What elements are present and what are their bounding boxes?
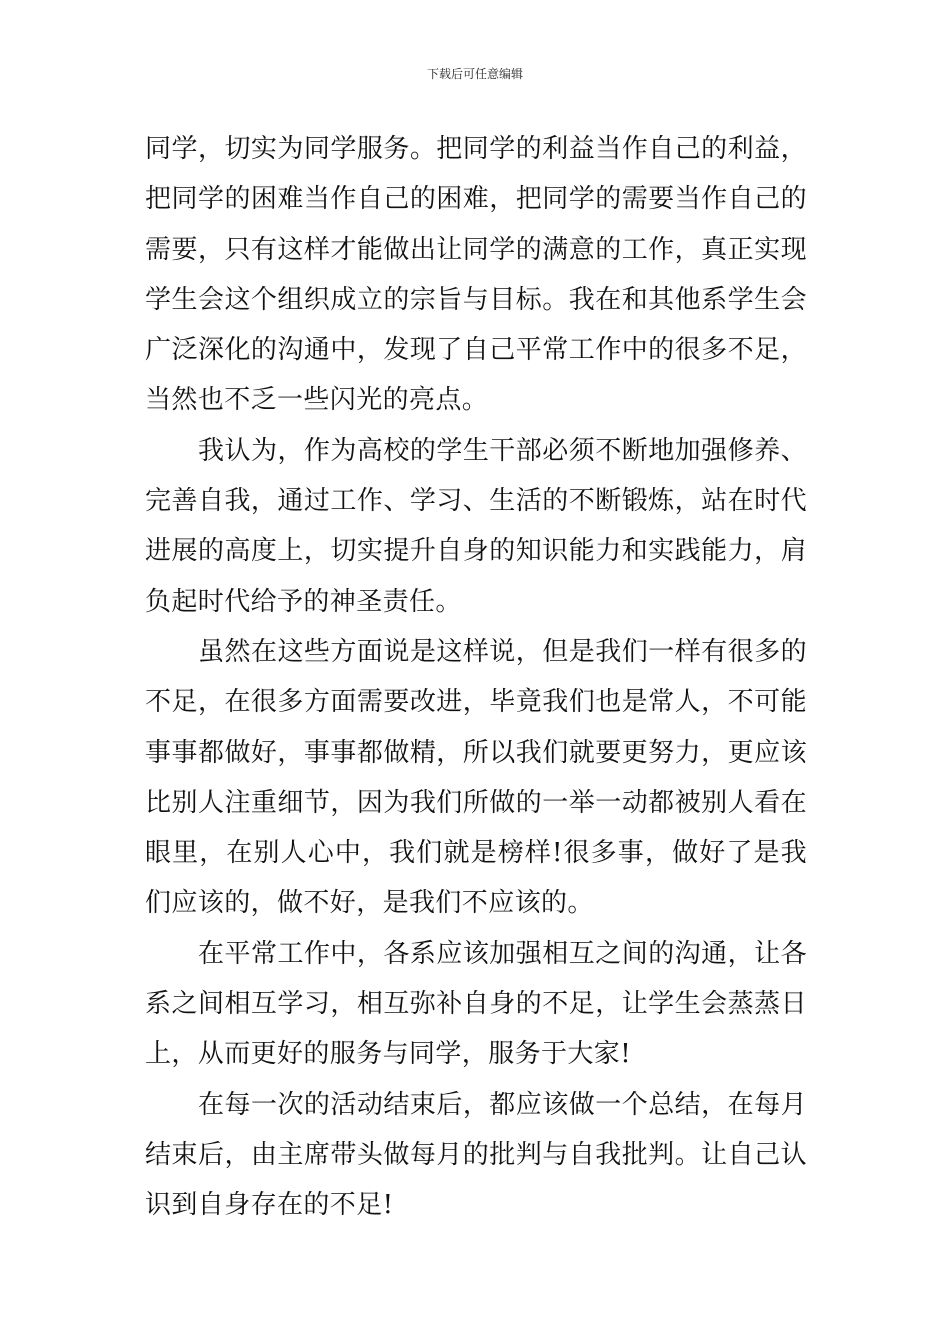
page-header: 下载后可任意编辑 — [426, 67, 523, 81]
paragraph-continuation: 同学，切实为同学服务。把同学的利益当作自己的利益，把同学的困难当作自己的困难，把同学的需要当作自己的需要，只有这样才能做出让同学的满意的工作，真正实现学生会这个组织成立的宗旨与目标。我在和其他系学生会广泛深化的沟通中，发现了自己平常工作中的很多不足，当然也不乏一些闪光的亮点。 — [145, 134, 807, 416]
document-body — [145, 124, 807, 1231]
paragraph: 虽然在这些方面说是这样说，但是我们一样有很多的不足，在很多方面需要改进，毕竟我们也是常人，不可能事事都做好，事事都做精，所以我们就要更努力，更应该比别人注重细节，因为我们所做的一举一动都被别人看在眼里，在别人心中，我们就是榜样!很多事，做好了是我们应该的，做不好，是我们不应该的。 — [145, 636, 807, 919]
paragraph: 我认为，作为高校的学生干部必须不断地加强修养、完善自我，通过工作、学习、生活的不断锻炼，站在时代进展的高度上，切实提升自身的知识能力和实践能力，肩负起时代给予的神圣责任。 — [145, 435, 807, 617]
paragraph: 在平常工作中，各系应该加强相互之间的沟通，让各系之间相互学习，相互弥补自身的不足，让学生会蒸蒸日上，从而更好的服务与同学，服务于大家! — [145, 938, 807, 1070]
paragraph: 在每一次的活动结束后，都应该做一个总结，在每月结束后，由主席带头做每月的批判与自我批判。让自己认识到自身存在的不足! — [145, 1089, 807, 1221]
